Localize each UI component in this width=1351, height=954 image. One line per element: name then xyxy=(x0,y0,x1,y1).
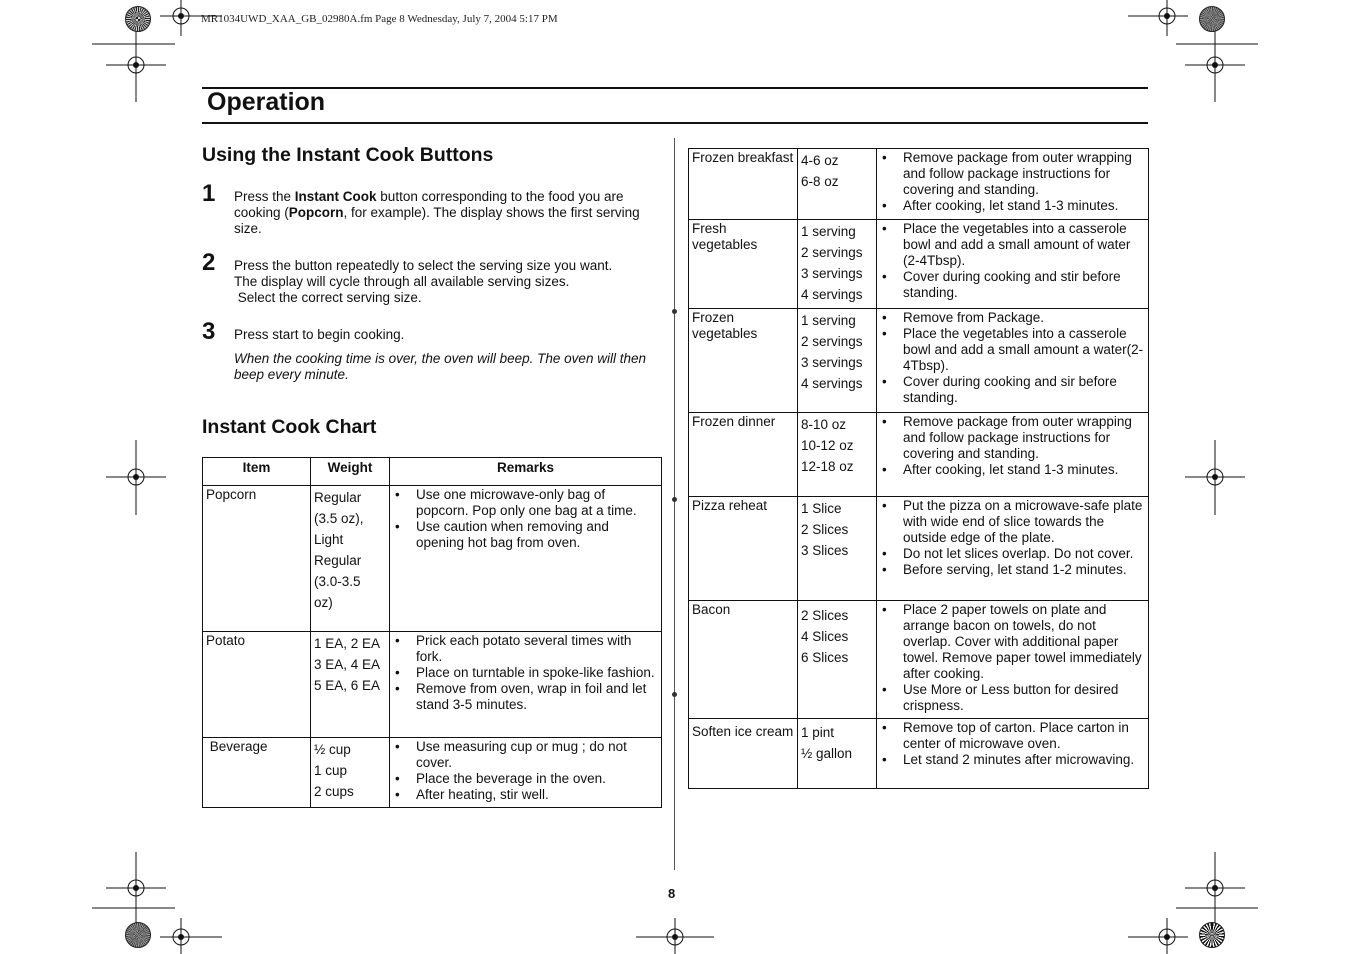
color-bar-disk-icon xyxy=(1199,922,1225,948)
table-row xyxy=(203,738,662,808)
step-2-text: Press the button repeatedly to select the serving size you want. The display will cycle through all available serving sizes. Select the correct serving size. xyxy=(234,258,613,305)
title-bottom-rule xyxy=(202,122,1148,124)
table-row xyxy=(689,309,1149,413)
remarks-cell: • Remove package from outer wrapping and follow package instructions for covering and standing. • After cooking, let stand 1-3 minutes. xyxy=(877,149,1149,220)
remarks-cell: • Prick each potato several times with fork. • Place on turntable in spoke-like fashion. • Remove from oven, wrap in foil and let stand 3-5 minutes. xyxy=(390,632,662,738)
step-note: When the cooking time is over, the oven will beep. The oven will then beep every minute. xyxy=(234,351,646,382)
remarks-cell: • Remove package from outer wrapping and follow package instructions for covering and standing. • After cooking, let stand 1-3 minutes. xyxy=(877,413,1149,497)
remarks-cell: • Use measuring cup or mug ; do not cover. • Place the beverage in the oven. • After heating, stir well. xyxy=(390,738,662,808)
instant-cook-table-left xyxy=(202,457,662,808)
color-bar-disk-icon xyxy=(125,6,151,32)
table-row xyxy=(689,601,1149,719)
remarks-cell: • Use one microwave-only bag of popcorn. Pop only one bag at a time. • Use caution when removing and opening hot bag from oven. xyxy=(390,486,662,632)
table-row xyxy=(203,632,662,738)
item-cell: Soften ice cream xyxy=(689,719,798,789)
weight-cell: 8-10 oz 10-12 oz 12-18 oz xyxy=(798,413,877,497)
print-info: MR1034UWD_XAA_GB_02980A.fm Page 8 Wednesday, July 7, 2004 5:17 PM xyxy=(201,13,558,25)
chart-heading: Instant Cook Chart xyxy=(202,416,377,438)
instant-cook-table-right xyxy=(688,148,1149,789)
title-top-rule xyxy=(202,87,1148,89)
step-number: 2 xyxy=(202,249,216,276)
table-row xyxy=(689,497,1149,601)
weight-cell: ½ cup 1 cup 2 cups xyxy=(311,738,390,808)
item-cell: Frozen breakfast xyxy=(689,149,798,220)
step-number: 1 xyxy=(202,180,216,207)
weight-cell: 1 serving 2 servings 3 servings 4 servings xyxy=(798,309,877,413)
weight-cell: Regular (3.5 oz), Light Regular (3.0-3.5 oz) xyxy=(311,486,390,632)
table-row xyxy=(689,719,1149,789)
step-3-text: Press start to begin cooking. When the cooking time is over, the oven will beep. The oven will then beep every minute. xyxy=(234,327,659,383)
table-header-row xyxy=(203,458,662,486)
color-bar-disk-icon xyxy=(1199,6,1225,32)
binding-dot xyxy=(672,309,677,314)
page-title: Operation xyxy=(207,88,326,116)
binding-dot xyxy=(672,692,677,697)
step-1-text: Press the Instant Cook button corresponding to the food you are cooking (Popcorn, for example). The display shows the first serving size. xyxy=(234,189,640,236)
table-row xyxy=(689,220,1149,309)
weight-cell: 1 pint ½ gallon xyxy=(798,719,877,789)
remarks-cell: • Place 2 paper towels on plate and arrange bacon on towels, do not overlap. Cover with additional paper towel. Remove paper towel immediately after cooking. • Use More or Less button for desired crispness. xyxy=(877,601,1149,719)
step-number: 3 xyxy=(202,318,216,345)
weight-cell: 1 Slice 2 Slices 3 Slices xyxy=(798,497,877,601)
color-bar-disk-icon xyxy=(125,922,151,948)
weight-cell: 1 EA, 2 EA 3 EA, 4 EA 5 EA, 6 EA xyxy=(311,632,390,738)
remarks-cell: • Put the pizza on a microwave-safe plate with wide end of slice towards the outside edge of the plate. • Do not let slices overlap. Do not cover. • Before serving, let stand 1-2 minutes. xyxy=(877,497,1149,601)
weight-cell: 1 serving 2 servings 3 servings 4 servings xyxy=(798,220,877,309)
instant-cook-heading: Using the Instant Cook Buttons xyxy=(202,144,494,166)
item-cell: Frozen dinner xyxy=(689,413,798,497)
table-row xyxy=(689,149,1149,220)
item-cell: Popcorn xyxy=(203,486,311,632)
table-row xyxy=(689,413,1149,497)
item-cell: Beverage xyxy=(203,738,311,808)
weight-cell: 4-6 oz 6-8 oz xyxy=(798,149,877,220)
item-cell: Fresh vegetables xyxy=(689,220,798,309)
header-weight: Weight xyxy=(311,458,390,486)
remarks-cell: • Place the vegetables into a casserole bowl and add a small amount of water (2-4Tbsp). • Cover during cooking and stir before standing. xyxy=(877,220,1149,309)
item-cell: Pizza reheat xyxy=(689,497,798,601)
remarks-cell: • Remove top of carton. Place carton in center of microwave oven. • Let stand 2 minutes after microwaving. xyxy=(877,719,1149,789)
header-item: Item xyxy=(203,458,311,486)
binding-dot xyxy=(672,497,677,502)
item-cell: Potato xyxy=(203,632,311,738)
table-row xyxy=(203,486,662,632)
page-number: 8 xyxy=(668,886,676,901)
header-remarks: Remarks xyxy=(390,458,662,486)
column-divider xyxy=(674,138,675,870)
item-cell: Frozen vegetables xyxy=(689,309,798,413)
remarks-cell: • Remove from Package. • Place the vegetables into a casserole bowl and add a small amount a water(2-4Tbsp). • Cover during cooking and sir before standing. xyxy=(877,309,1149,413)
item-cell: Bacon xyxy=(689,601,798,719)
weight-cell: 2 Slices 4 Slices 6 Slices xyxy=(798,601,877,719)
